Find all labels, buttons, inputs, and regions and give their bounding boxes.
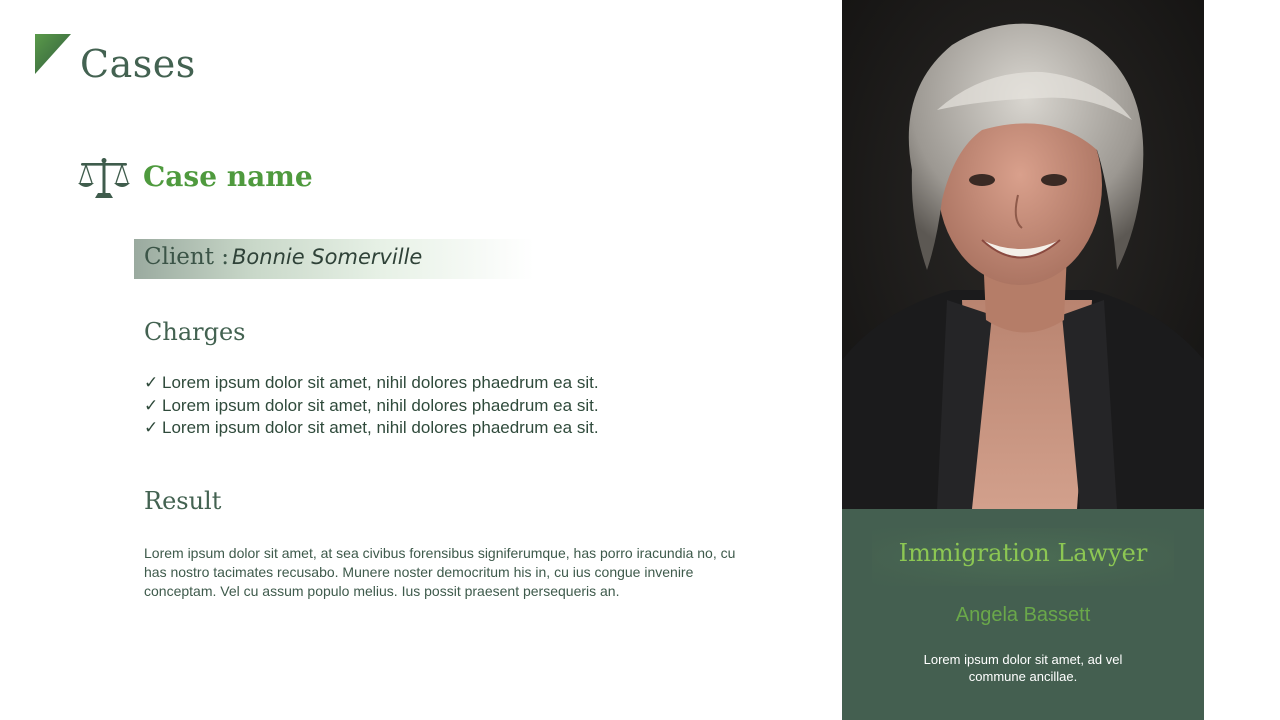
client-bar xyxy=(134,239,534,279)
role-box xyxy=(872,528,1174,586)
scales-of-justice-icon xyxy=(77,157,131,199)
lawyer-role: Immigration Lawyer xyxy=(898,539,1148,567)
corner-triangle-decoration xyxy=(35,34,71,74)
result-text: Lorem ipsum dolor sit amet, at sea civibus forensibus signiferumque, has porro iracundia no, cu has nostro tacimates recusabo. Munere noster democritum his in, cu ius congue invenire conceptam. Vel cu assum populo melius. Ius possit praesent persequeris an. xyxy=(144,545,736,599)
check-icon: ✓ xyxy=(144,373,159,392)
check-icon: ✓ xyxy=(144,418,159,437)
charge-item-text: Lorem ipsum dolor sit amet, nihil dolores phaedrum ea sit. xyxy=(162,395,599,415)
lawyer-portrait-image xyxy=(842,0,1204,509)
profile-panel xyxy=(842,0,1204,720)
charge-item xyxy=(144,395,784,418)
case-name-heading: Case name xyxy=(143,160,313,193)
client-name: Bonnie Somerville xyxy=(232,245,423,269)
charges-heading: Charges xyxy=(144,318,246,346)
lawyer-bio: Lorem ipsum dolor sit amet, ad vel commune ancillae. xyxy=(923,652,1123,684)
client-label: Client : xyxy=(144,244,230,270)
charge-item xyxy=(144,372,784,395)
charge-item xyxy=(144,417,784,440)
charge-item-text: Lorem ipsum dolor sit amet, nihil dolores phaedrum ea sit. xyxy=(162,373,599,392)
lawyer-name: Angela Bassett xyxy=(955,604,1091,626)
result-heading: Result xyxy=(144,487,222,515)
charge-item-text: Lorem ipsum dolor sit amet, nihil dolores phaedrum ea sit. xyxy=(162,418,599,437)
charges-list xyxy=(144,372,784,440)
check-icon: ✓ xyxy=(144,395,159,415)
page-title: Cases xyxy=(80,42,196,86)
